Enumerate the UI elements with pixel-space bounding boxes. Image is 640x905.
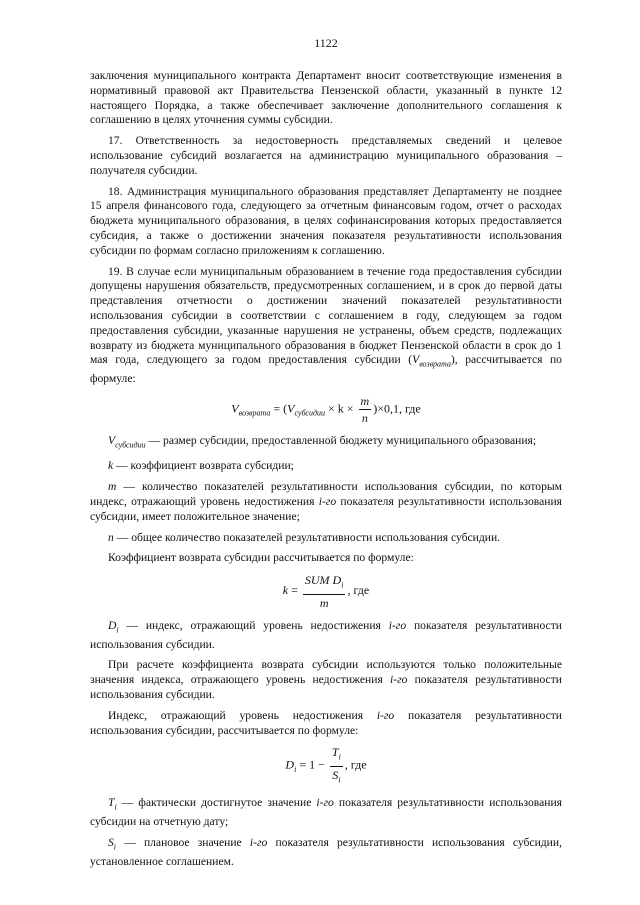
formula-times-k: × k ×	[325, 401, 357, 416]
positive-values-note	[90, 658, 562, 702]
def-v-symbol: V	[108, 434, 116, 448]
def-t-sub: i	[114, 802, 117, 812]
fraction-t-over-s	[330, 744, 343, 788]
fraction-num-t	[330, 744, 343, 766]
dfi-text-1: Индекс, отражающий уровень недостижения	[108, 708, 377, 722]
def-t-text-2: показателя результативности использования субсидии на отчетную дату;	[90, 796, 562, 829]
dfi-text-2: показателя результативности использования субсидии, рассчитывается по формуле:	[90, 708, 562, 737]
df-s: S	[332, 767, 339, 782]
definition-d	[90, 619, 562, 653]
kf-d: D	[332, 573, 342, 588]
formula-v-sub: возврата	[238, 408, 271, 418]
def-s-ith: i-го	[249, 836, 268, 850]
note-text-2: показателя результативности использования субсидии.	[90, 673, 562, 702]
fraction-m-over-n	[359, 393, 372, 426]
formula-times-01: )×0,1	[373, 401, 399, 416]
def-n-text: — общее количество показателей результативности использования субсидии.	[113, 530, 501, 544]
def-m-symbol: m	[108, 480, 117, 494]
paragraph-19-tail: ), рассчитывается по формуле:	[90, 353, 562, 386]
definition-m	[90, 480, 562, 524]
dfi-ith: i-го	[376, 708, 395, 722]
paragraph-19-text: 19. В случае если муниципальным образованием в течение года предоставления субсидии допущены нарушения обязательств, предусмотренных соглашением, и в срок до первой даты представления отчетности о достижении значений показателей результативности использования субсидии в соответствии с соглашением в году, следующем за годом предоставления субсидии, указанные нарушения не устранены, объем средств, подлежащих возврату из бюджета муниципального образования в бюджет Пензенской области в срок до 1 мая года, следующего за годом предоставления субсидии (	[90, 264, 562, 367]
def-k-text: — коэффициент возврата субсидии;	[113, 459, 294, 473]
fraction-num-m: m	[360, 394, 370, 409]
def-d-text: — индекс, отражающий уровень недостижения	[118, 618, 389, 632]
def-d-sub: i	[116, 624, 119, 634]
definition-n	[90, 531, 562, 546]
symbol-v: V	[412, 353, 420, 367]
symbol-v-sub-return: возврата	[419, 359, 451, 369]
definition-s	[90, 836, 562, 870]
def-t-symbol: T	[108, 796, 115, 810]
def-m-text: — количество показателей результативности использования субсидии, по которым индекс, отражающий уровень недостижения	[90, 480, 562, 508]
formula-v2: V	[287, 401, 295, 416]
kf-sum: SUM	[304, 573, 330, 588]
df-s-sub: i	[338, 775, 341, 785]
kf-eq: =	[288, 583, 301, 598]
df-d-sub: i	[294, 765, 297, 775]
paragraph-continuation: заключения муниципального контракта Департамент вносит соответствующие изменения в нормативный правовой акт Правительства Пензенской области, указанный в пункте 12 настоящего Порядка, а также обеспечивает заключение дополнительного соглашения к соглашению в целях уточнения суммы субсидии.	[90, 69, 562, 127]
def-s-text: — плановое значение	[116, 836, 250, 850]
formula-where: , где	[398, 401, 421, 416]
df-t-sub: i	[338, 752, 341, 762]
definition-v	[90, 434, 562, 453]
def-k-symbol: k	[108, 459, 114, 473]
index-formula	[90, 744, 562, 788]
df-one-minus: = 1 −	[296, 758, 328, 773]
def-s-sub: i	[113, 842, 117, 852]
k-formula-intro: Коэффициент возврата субсидии рассчитывается по формуле:	[108, 551, 414, 565]
kf-where: , где	[347, 583, 370, 598]
note-text-1: При расчете коэффициента возврата субсидии используются только положительные значения индекса, отражающего уровень недостижения	[90, 658, 562, 687]
definition-k	[90, 459, 562, 474]
def-t-ith: i-го	[316, 796, 334, 810]
kf-k: k	[282, 583, 289, 598]
paragraph-19	[90, 265, 562, 388]
note-ith: i-го	[389, 673, 408, 687]
df-d: D	[285, 758, 295, 773]
return-volume-formula	[90, 393, 562, 426]
page-number: 1122	[314, 36, 338, 50]
formula-v: V	[231, 401, 239, 416]
def-n-symbol: n	[108, 530, 114, 544]
fraction-sum-over-m	[303, 572, 346, 610]
fraction-den-n: n	[361, 411, 368, 426]
def-d-text-2: показателя результативности использования субсидии.	[90, 618, 562, 651]
definition-t	[90, 796, 562, 830]
def-d-ith: i-го	[388, 618, 407, 632]
def-v-sub: субсидии	[115, 440, 146, 450]
def-d-symbol: D	[108, 618, 117, 632]
def-m-ith: i-го	[318, 494, 337, 508]
d-formula-intro	[90, 709, 562, 739]
paragraph-18: 18. Администрация муниципального образования представляет Департаменту не позднее 15 апреля финансового года, следующего за отчетным финансовым годом, отчет о расходах бюджета муниципального образования, в целях софинансирования которых предоставляется субсидия, а также о достижении значения показателя результативности использования субсидии по формам согласно приложениям к соглашению.	[90, 184, 562, 257]
kf-d-sub: i	[341, 580, 344, 590]
df-where: , где	[344, 758, 367, 773]
def-v-text: — размер субсидии, предоставленной бюджету муниципального образования;	[145, 434, 537, 448]
df-t: T	[331, 745, 339, 760]
formula-v2-sub: субсидии	[294, 408, 325, 418]
formula-eq: = (	[270, 401, 288, 416]
paragraph-17: 17. Ответственность за недостоверность представляемых сведений и целевое использование субсидий возлагается на администрацию муниципального образования – получателя субсидии.	[90, 134, 562, 177]
def-m-text-2: показателя результативности использования субсидии, имеет положительное значение;	[90, 494, 562, 523]
def-t-text: — фактически достигнутое значение	[116, 796, 317, 810]
fraction-den-m: m	[319, 595, 329, 610]
fraction-den-s	[330, 767, 343, 788]
def-s-text-2: показателя результативности использования субсидии, установленное соглашением.	[90, 836, 562, 869]
fraction-num-sum	[303, 572, 346, 594]
coefficient-formula	[90, 572, 562, 610]
def-s-symbol: S	[108, 836, 114, 850]
